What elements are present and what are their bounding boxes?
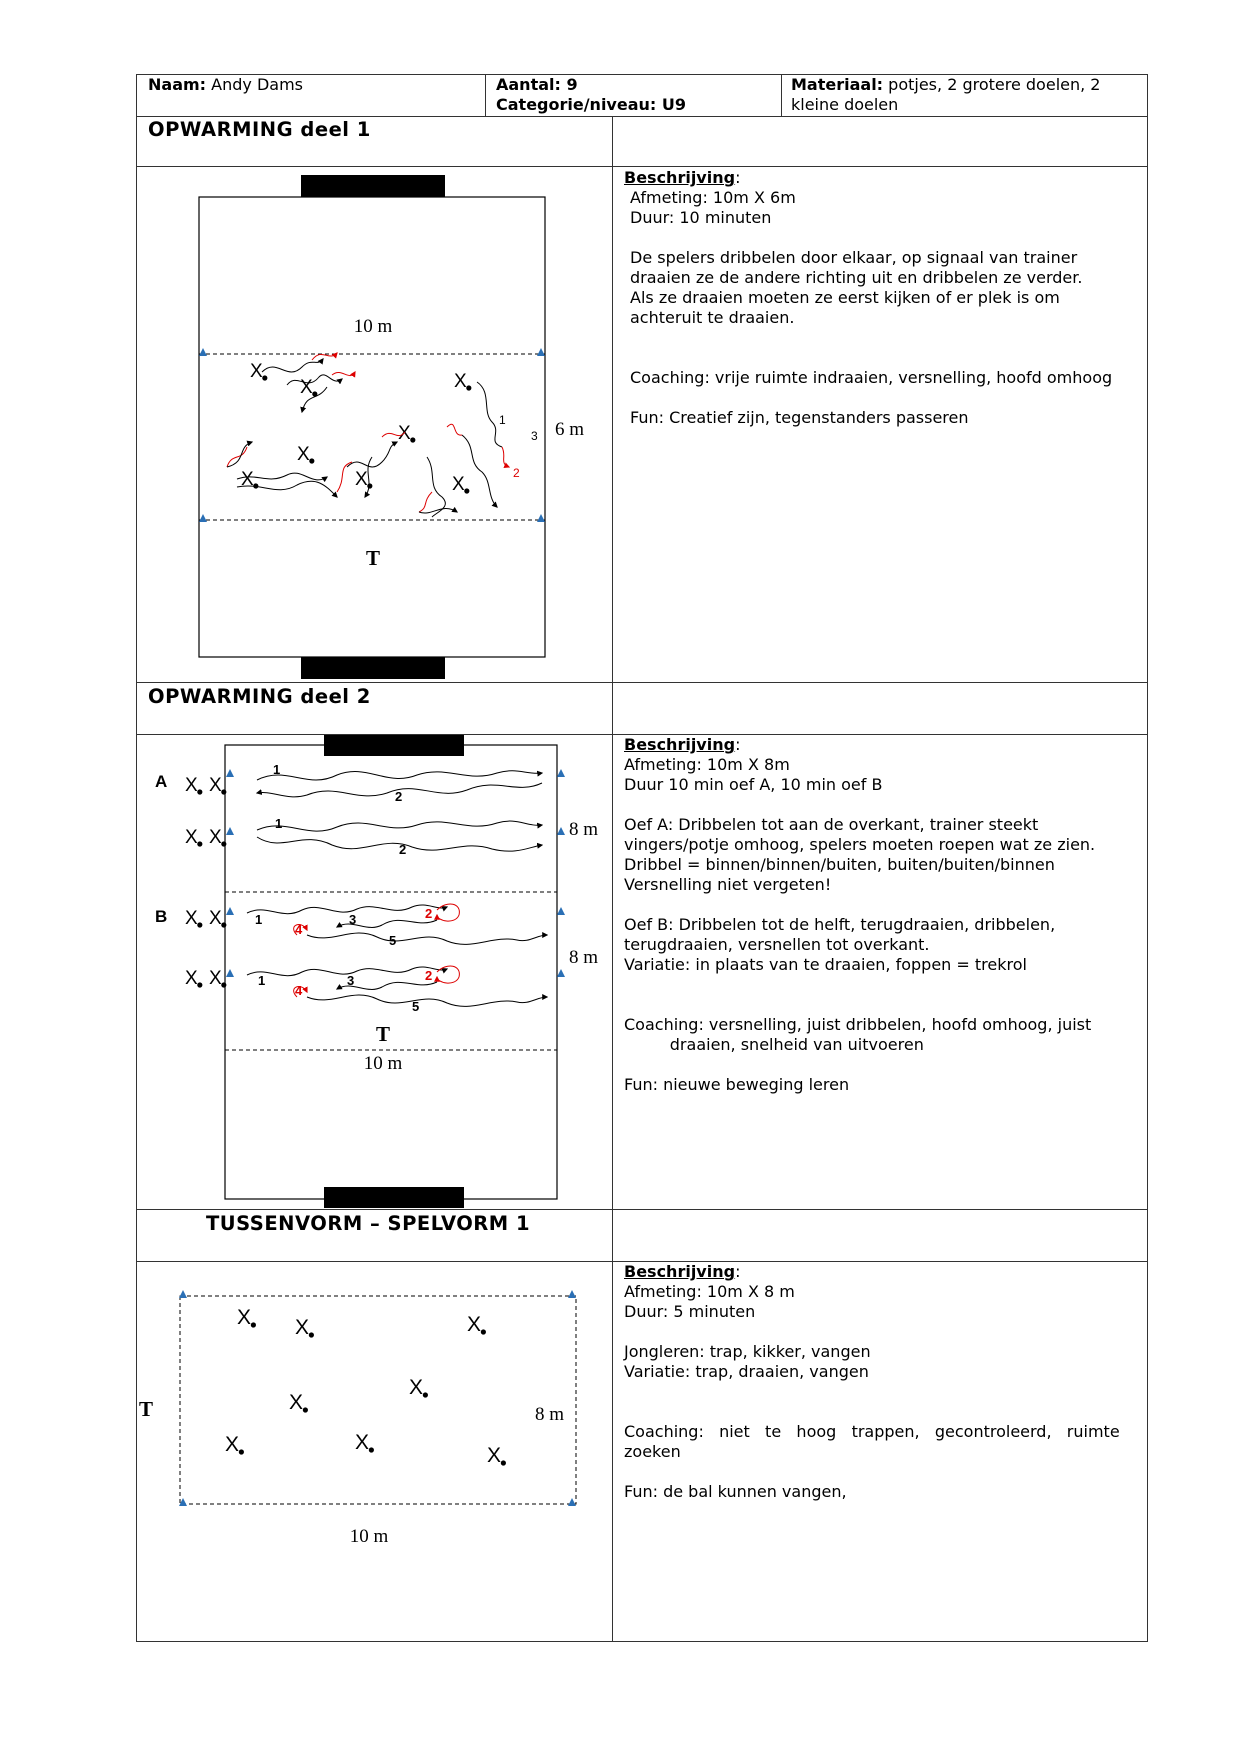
description-1: Beschrijving: Afmeting: 10m X 6m Duur: 10 minuten De spelers dribbelen door elkaar, op signaal van trainer draaien ze de andere richting uit en dribbelen ze verder. Als ze draaien moeten ze eerst kijken of er plek is om achteruit te draaien. Coaching: vrije ruimte indraaien, versnelling, hoofd omhoog Fun: Creatief zijn, tegenstanders passeren [624, 168, 1113, 427]
height-label-b: 8 m [569, 947, 599, 968]
description-lines [624, 188, 1112, 428]
ball-dot [309, 1332, 314, 1337]
cone-icon [557, 769, 565, 777]
row-divider [136, 1209, 1148, 1210]
ball-dot [309, 458, 314, 463]
description-line [624, 795, 1095, 815]
row-divider [136, 682, 1148, 683]
step-5: 5 [412, 999, 420, 1014]
dribble-paths [247, 771, 547, 1007]
col-divider-header-2 [781, 74, 782, 116]
player-marker: X [241, 469, 254, 490]
ball-dot [466, 385, 471, 390]
materiaal-field [791, 75, 1100, 95]
materiaal-value-2: kleine doelen [791, 95, 899, 114]
field-outline [199, 197, 545, 657]
step-numbers [255, 762, 432, 1014]
player-marker: X [355, 469, 368, 490]
description-line: achteruit te draaien. [630, 308, 795, 327]
cone-icon [226, 969, 234, 977]
step-4: 4 [295, 983, 303, 998]
description-line: Fun: Creatief zijn, tegenstanders passeren [630, 408, 969, 427]
description-line: Coaching: niet te hoog trappen, gecontroleerd, ruimte [624, 1422, 1120, 1441]
ball-dot [221, 841, 226, 846]
description-line: Oef B: Dribbelen tot de helft, terugdraaien, dribbelen, [624, 915, 1056, 934]
description-line: Duur: 5 minuten [624, 1302, 756, 1321]
aantal-field: Aantal: 9 [496, 75, 578, 94]
cone-icon [537, 514, 545, 522]
player-marker: X [185, 775, 198, 796]
player-marker: X [209, 968, 222, 989]
ball-dot [262, 375, 267, 380]
materiaal-value: potjes, 2 grotere doelen, 2 [888, 75, 1101, 94]
goal-bottom [324, 1187, 464, 1208]
ball-dot [197, 841, 202, 846]
description-line: Variatie: in plaats van te draaien, foppen = trekrol [624, 955, 1027, 974]
ball-dot [501, 1460, 506, 1465]
naam-field [148, 75, 303, 95]
description-line: De spelers dribbelen door elkaar, op signaal van trainer [630, 248, 1078, 267]
description-line: Afmeting: 10m X 8 m [624, 1282, 795, 1301]
description-line: terugdraaien, versnellen tot overkant. [624, 935, 930, 954]
description-line: Versnelling niet vergeten! [624, 875, 832, 894]
description-heading: Beschrijving [624, 168, 736, 187]
player-marker: X [355, 1431, 370, 1454]
step-3: 3 [531, 429, 538, 443]
step-2: 2 [425, 906, 433, 921]
step-5: 5 [389, 933, 397, 948]
goal-bottom [301, 657, 445, 679]
step-2: 2 [513, 466, 520, 480]
description-line: Afmeting: 10m X 6m [630, 188, 796, 207]
cone-icon [537, 348, 545, 356]
player-marker: X [185, 908, 198, 929]
player-marker: X [209, 827, 222, 848]
ball-dot [423, 1392, 428, 1397]
height-label: 6 m [555, 419, 585, 440]
description-line: Coaching: vrije ruimte indraaien, versnelling, hoofd omhoog [630, 368, 1113, 387]
cone-icon [557, 907, 565, 915]
description-line: Jongleren: trap, kikker, vangen [624, 1342, 871, 1361]
description-line [624, 1055, 1095, 1075]
player-marker: X [297, 444, 310, 465]
step-3: 3 [347, 973, 355, 988]
col-divider-main [612, 116, 613, 1642]
player-marker: X [467, 1313, 482, 1336]
description-line: Variatie: trap, draaien, vangen [624, 1362, 869, 1381]
description-line: Oef A: Dribbelen tot aan de overkant, trainer steekt [624, 815, 1039, 834]
description-line: Als ze draaien moeten ze eerst kijken of er plek is om [630, 288, 1060, 307]
player-marker: X [250, 361, 263, 382]
ball-dot [221, 982, 226, 987]
trainer-label: T [365, 546, 381, 570]
player-marker: X [454, 371, 467, 392]
cone-icon [199, 514, 207, 522]
description-line [624, 348, 1112, 368]
description-line: Duur 10 min oef A, 10 min oef B [624, 775, 883, 794]
naam-label: Naam: [148, 75, 207, 94]
ball-dot [367, 483, 372, 488]
ball-dot [251, 1322, 256, 1327]
step-3: 3 [349, 912, 357, 927]
player-marker: X [300, 377, 313, 398]
player-marker: X [452, 474, 465, 495]
width-label: 10 m [363, 1053, 403, 1074]
section-title-3: TUSSENVORM – SPELVORM 1 [206, 1212, 531, 1235]
naam-value: Andy Dams [211, 75, 303, 94]
description-line: Fun: de bal kunnen vangen, [624, 1482, 847, 1501]
description-line [624, 995, 1095, 1015]
ball-dot [197, 922, 202, 927]
cone-icon [557, 827, 565, 835]
description-line [624, 228, 1112, 248]
cone-icon [226, 907, 234, 915]
player-marker: X [487, 1444, 502, 1467]
ball-dot [464, 488, 469, 493]
goal-top [301, 175, 445, 197]
cone-icon [199, 348, 207, 356]
description-line [624, 1382, 1136, 1402]
height-label: 8 m [535, 1404, 565, 1425]
description-lines [624, 755, 1095, 1095]
step-1: 1 [258, 973, 266, 988]
group-a-label: A [155, 772, 168, 791]
player-marker: X [237, 1306, 252, 1329]
step-2: 2 [425, 968, 433, 983]
description-line [624, 975, 1095, 995]
step-4: 4 [295, 922, 303, 937]
cone-icon [179, 1290, 187, 1298]
player-marker: X [289, 1391, 304, 1414]
ball-dot [369, 1447, 374, 1452]
description-lines [624, 1282, 1136, 1502]
description-line: Dribbel = binnen/binnen/buiten, buiten/buiten/binnen [624, 855, 1055, 874]
description-line: zoeken [624, 1442, 681, 1461]
row-divider [136, 116, 1148, 117]
col-divider-header-1 [485, 74, 486, 116]
diagram-tussenvorm [137, 1262, 611, 1641]
player-marker: X [185, 827, 198, 848]
description-line: Duur: 10 minuten [630, 208, 772, 227]
ball-dot [221, 922, 226, 927]
width-label: 10 m [353, 316, 393, 337]
description-line [624, 1402, 1136, 1422]
diagram-opwarming-1 [137, 167, 611, 681]
ball-dot [410, 437, 415, 442]
cone-icon [557, 969, 565, 977]
trainer-label: T [139, 1397, 154, 1421]
description-line [624, 388, 1112, 408]
group-b-label: B [155, 907, 168, 926]
description-line [624, 328, 1112, 348]
description-line: Afmeting: 10m X 8m [624, 755, 790, 774]
description-3: Beschrijving: Afmeting: 10m X 8 m Duur: 5 minuten Jongleren: trap, kikker, vangen Variatie: trap, draaien, vangen Coaching: niet te hoog trappen, gecontroleerd, ruimte zoeken Fun: de bal kunnen vangen, [624, 1262, 1136, 1502]
cone-icon [226, 769, 234, 777]
materiaal-label: Materiaal: [791, 75, 884, 94]
ball-dot [221, 789, 226, 794]
description-heading: Beschrijving [624, 735, 736, 754]
description-line [624, 1322, 1136, 1342]
categorie-field: Categorie/niveau: U9 [496, 95, 686, 114]
ball-dot [303, 1407, 308, 1412]
description-line: vingers/potje omhoog, spelers moeten roepen wat ze zien. [624, 835, 1096, 854]
description-2: Beschrijving: Afmeting: 10m X 8m Duur 10 min oef A, 10 min oef B Oef A: Dribbelen tot aan de overkant, trainer steekt vingers/potje omhoog, spelers moeten roepen wat ze zien. Dribbel = binnen/binnen/buiten, buiten/buiten/binnen Versnelling niet vergeten! Oef B: Dribbelen tot de helft, terugdraaien, dribbelen, terugdraaien, versnellen tot overkant. Variatie: in plaats van te draaien, foppen = trekrol Coaching: versnelling, juist dribbelen, hoofd omhoog, juist draaien, snelheid van uitvoeren Fun: nieuwe beweging leren [624, 735, 1096, 1094]
description-line [624, 895, 1095, 915]
player-marker: X [209, 775, 222, 796]
player-marker: X [295, 1316, 310, 1339]
ball-dot [239, 1449, 244, 1454]
player-marker: X [409, 1376, 424, 1399]
ball-dot [197, 982, 202, 987]
description-line: draaien, snelheid van uitvoeren [624, 1035, 924, 1054]
player-marker: X [398, 423, 411, 444]
step-2: 2 [395, 789, 403, 804]
ball-dot [197, 789, 202, 794]
width-label: 10 m [349, 1526, 389, 1547]
trainer-label: T [375, 1022, 391, 1046]
step-1: 1 [255, 912, 263, 927]
cone-icon [568, 1290, 576, 1298]
step-1: 1 [275, 816, 283, 831]
player-marker: X [209, 908, 222, 929]
cone-icon [568, 1498, 576, 1506]
description-line: Fun: nieuwe beweging leren [624, 1075, 850, 1094]
player-marker: X [185, 968, 198, 989]
ball-dot [481, 1329, 486, 1334]
diagram-opwarming-2 [137, 735, 611, 1208]
step-1: 1 [273, 762, 281, 777]
cone-icon [226, 827, 234, 835]
section-title-2: OPWARMING deel 2 [148, 685, 371, 708]
description-line: Coaching: versnelling, juist dribbelen, hoofd omhoog, juist [624, 1015, 1092, 1034]
height-label-a: 8 m [569, 819, 599, 840]
description-heading: Beschrijving [624, 1262, 736, 1281]
step-1: 1 [499, 413, 506, 427]
section-title-1: OPWARMING deel 1 [148, 118, 371, 141]
step-2: 2 [399, 842, 407, 857]
description-line: draaien ze de andere richting uit en dribbelen ze verder. [630, 268, 1083, 287]
description-line [624, 1462, 1136, 1482]
player-marker: X [225, 1433, 240, 1456]
